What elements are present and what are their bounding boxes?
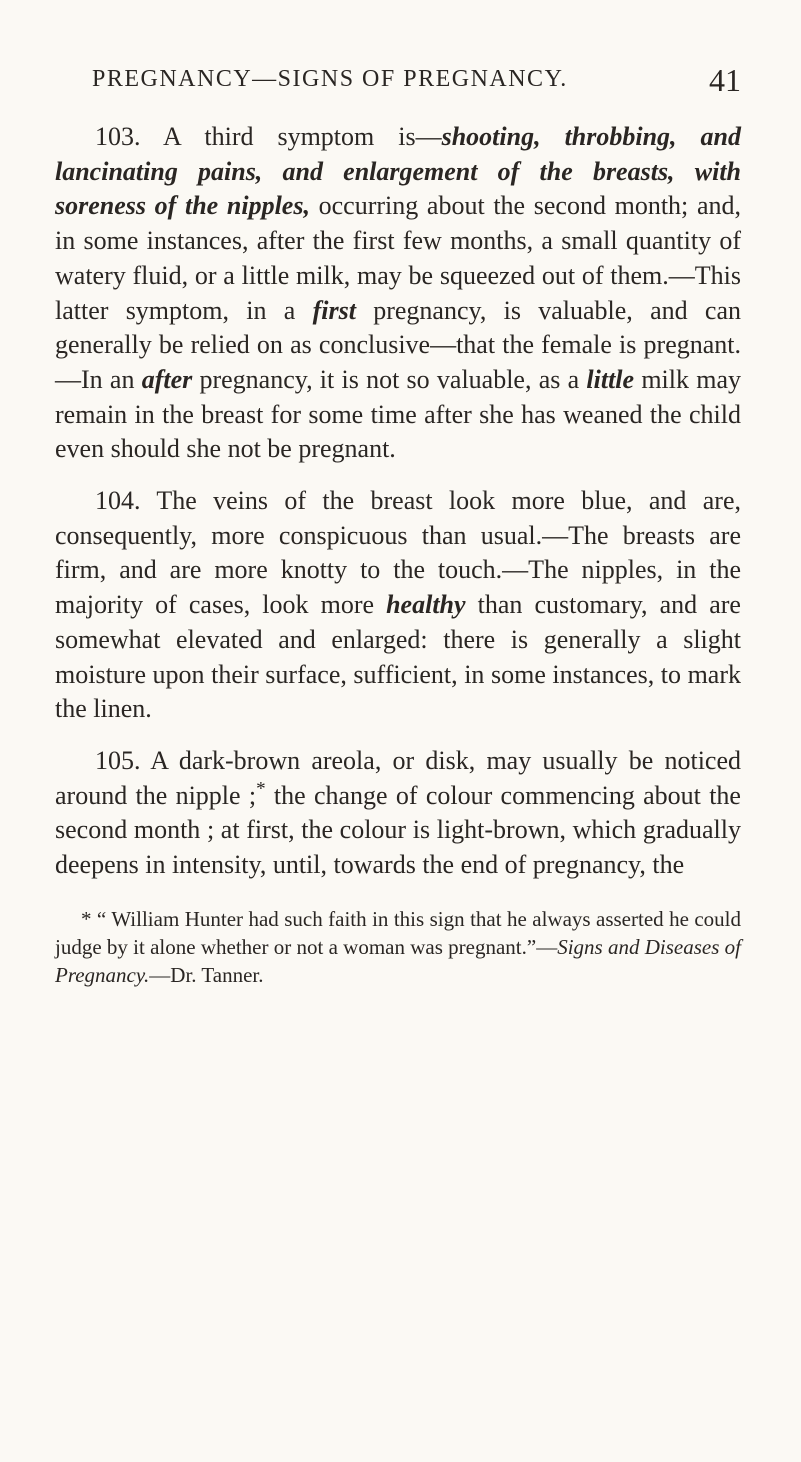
footnote: [55, 905, 741, 989]
italic-text: healthy: [386, 590, 466, 620]
paragraph-text: milk may remain in the breast for some time after she has weaned the child even should she not be pregnant.: [55, 364, 741, 464]
footnote-text: —Dr. Tanner.: [149, 962, 264, 987]
paragraph-text: occurring about the second month; and, in some instances, after the first few months, a small quantity of watery fluid, or a little milk, may be squeezed out of them.—This latter symptom, in a: [55, 191, 741, 325]
italic-text: shooting, throbbing, and lancinating pains, and enlargement of the breasts, with soreness of the nipples,: [55, 122, 741, 221]
footnote-marker: *: [81, 906, 92, 931]
paragraph-text: A dark-brown areola, or disk, may usually be noticed around the nipple ;: [55, 745, 741, 810]
paragraph-text: pregnancy, is valuable, and can generally be relied on as conclusive—that the female is pregnant.—In an: [55, 295, 741, 394]
paragraph-text: The veins of the breast look more blue, and are, consequently, more conspicuous than usual.—The breasts are firm, and are more knotty to the touch.—The nipples, in the majority of cases, look more: [55, 486, 741, 620]
paragraph-103: [55, 120, 741, 467]
footnote-citation: Signs and Diseases of Pregnancy.: [55, 934, 742, 987]
italic-text: first: [312, 295, 356, 325]
paragraph-text: the change of colour commencing about the second month ; at first, the colour is light-brown, which gradually deepens in intensity, until, towards the end of pregnancy, the: [55, 780, 741, 880]
paragraph-text: A third symptom is—: [140, 122, 442, 151]
running-title: PREGNANCY—SIGNS OF PREGNANCY.: [92, 66, 568, 92]
paragraph-text: than customary, and are somewhat elevated and enlarged: there is generally a slight moisture upon their surface, sufficient, in some instances, to mark the linen.: [55, 590, 741, 724]
paragraph-number: 104.: [95, 486, 141, 516]
paragraph-105: [55, 744, 741, 883]
page-body: [55, 120, 741, 989]
paragraph-text: pregnancy, it is not so valuable, as a: [192, 364, 587, 394]
page-number: 41: [709, 62, 741, 98]
paragraph-number: 105.: [95, 745, 141, 775]
italic-text: little: [586, 364, 635, 394]
running-head: [0, 58, 801, 102]
paragraph-104: [55, 484, 741, 727]
footnote-reference: *: [256, 778, 266, 799]
italic-text: after: [141, 364, 193, 394]
footnote-text: “ William Hunter had such faith in this sign that he always asserted he could judge by it alone whether or not a woman was pregnant.”—: [55, 906, 741, 959]
paragraph-number: 103.: [95, 122, 141, 151]
